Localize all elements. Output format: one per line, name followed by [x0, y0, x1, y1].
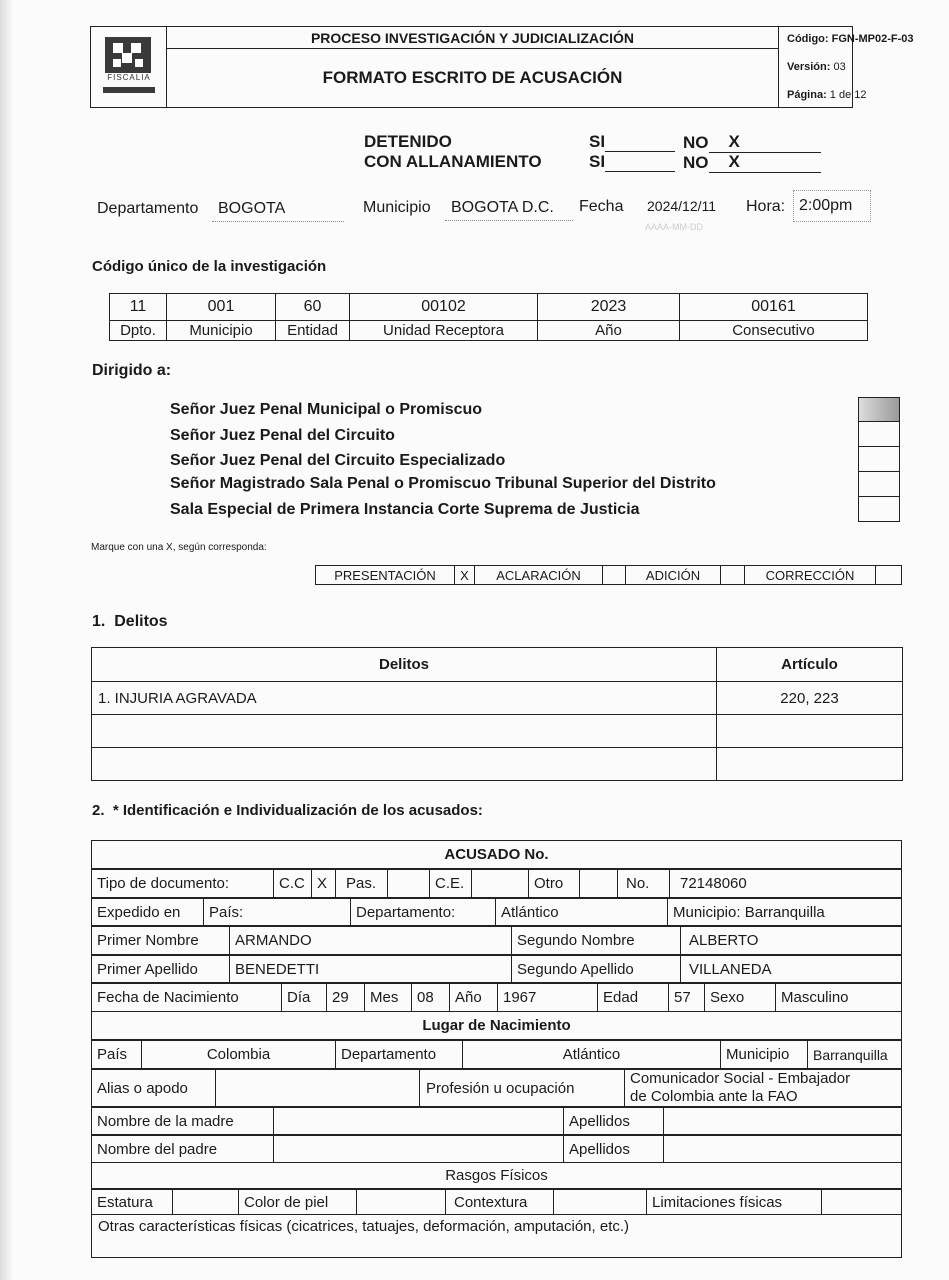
page-value: 1 de 12 [829, 89, 867, 101]
lugar-depto-label: Departamento [336, 1041, 463, 1069]
instruction-text: Marque con una X, según corresponda: [91, 542, 267, 553]
option-correccion-mark[interactable] [876, 566, 902, 585]
edad-label: Edad [598, 984, 669, 1012]
option-presentacion: PRESENTACIÓN [316, 566, 455, 585]
codigo-label-consecutivo: Consecutivo [680, 321, 868, 341]
acusados-section-title: 2. * Identificación e Individualización de los acusados: [92, 802, 483, 819]
articulo-header: Artículo [717, 648, 903, 682]
primer-nombre-value[interactable]: ARMANDO [230, 927, 512, 955]
delito-row-1: 1. INJURIA AGRAVADA [92, 682, 717, 715]
option-aclaracion-mark[interactable] [603, 566, 626, 585]
codigo-label-unidad: Unidad Receptora [350, 321, 538, 341]
alias-value[interactable] [216, 1070, 420, 1107]
pas-label: Pas. [336, 870, 388, 898]
contextura-label: Contextura [446, 1190, 554, 1215]
madre-label: Nombre de la madre [92, 1108, 274, 1135]
cc-mark[interactable]: X [312, 870, 336, 898]
recipient-2: Señor Juez Penal del Circuito [170, 427, 395, 444]
option-aclaracion: ACLARACIÓN [475, 566, 603, 585]
lugar-municipio-value[interactable]: Barranquilla [808, 1041, 902, 1069]
tipo-documento-label: Tipo de documento: [92, 870, 274, 898]
allanamiento-si: SI [589, 152, 675, 172]
codigo-municipio: 001 [167, 294, 276, 321]
madre-value[interactable] [274, 1108, 564, 1135]
fecha-label: Fecha [579, 198, 624, 215]
detenido-no: NO X [683, 132, 821, 153]
codigo-dpto: 11 [110, 294, 167, 321]
departamento-exp-value[interactable]: Atlántico [496, 899, 668, 926]
estatura-value[interactable] [173, 1190, 239, 1215]
nombres-row [91, 926, 902, 955]
departamento-label: Departamento [97, 200, 199, 217]
detenido-si: SI [589, 132, 675, 152]
lugar-depto-value[interactable]: Atlántico [463, 1041, 721, 1069]
delitos-table [91, 647, 903, 781]
lugar-pais-label: País [92, 1041, 142, 1069]
anio-value[interactable]: 1967 [498, 984, 598, 1012]
expedido-label: Expedido en [92, 899, 204, 926]
departamento-field[interactable]: BOGOTA [212, 198, 344, 222]
codigo-entidad: 60 [276, 294, 350, 321]
tipo-escrito-table [315, 565, 902, 585]
detenido-no-mark: X [709, 132, 821, 153]
madre-apellidos-value[interactable] [664, 1108, 902, 1135]
fecha-hint: AAAA-MM-DD [645, 222, 703, 232]
page-label: Página: [787, 89, 827, 101]
codigo-anio: 2023 [538, 294, 680, 321]
form-title: FORMATO ESCRITO DE ACUSACIÓN [322, 68, 623, 87]
articulo-row-1: 220, 223 [717, 682, 903, 715]
delitos-header: Delitos [92, 648, 717, 682]
option-adicion-mark[interactable] [721, 566, 745, 585]
anio-label: Año [450, 984, 498, 1012]
ce-label: C.E. [430, 870, 472, 898]
pais-label: País: [204, 899, 351, 926]
option-presentacion-mark[interactable]: X [455, 566, 475, 585]
recipient-checkbox-5[interactable] [858, 497, 900, 522]
delito-row-3 [92, 748, 717, 781]
pas-mark[interactable] [388, 870, 430, 898]
version-label: Versión: [787, 61, 831, 73]
profesion-label: Profesión u ocupación [420, 1070, 625, 1107]
edad-value[interactable]: 57 [669, 984, 705, 1012]
delito-row-2 [92, 715, 717, 748]
lugar-pais-value[interactable]: Colombia [142, 1041, 336, 1069]
padre-apellidos-value[interactable] [664, 1136, 902, 1163]
header-meta [779, 27, 914, 107]
departamento-exp-label: Departamento: [351, 899, 496, 926]
primer-apellido-label: Primer Apellido [92, 956, 230, 983]
padre-value[interactable] [274, 1136, 564, 1163]
limitaciones-label: Limitaciones físicas [647, 1190, 822, 1215]
codigo-title: Código único de la investigación [92, 258, 327, 275]
form-code: Código: FGN-MP02-F-03 [787, 33, 914, 45]
alias-profesion-row [91, 1069, 902, 1107]
page-shadow [0, 0, 14, 1280]
articulo-row-3 [717, 748, 903, 781]
recipient-checkbox-4[interactable] [858, 472, 900, 497]
codigo-label-anio: Año [538, 321, 680, 341]
codigo-label-entidad: Entidad [276, 321, 350, 341]
madre-apellidos-label: Apellidos [564, 1108, 664, 1135]
otro-label: Otro [529, 870, 580, 898]
primer-apellido-value[interactable]: BENEDETTI [230, 956, 512, 983]
lugar-municipio-label: Municipio [721, 1041, 808, 1069]
option-adicion: ADICIÓN [626, 566, 721, 585]
profesion-value[interactable] [625, 1070, 902, 1107]
lugar-nacimiento-title: Lugar de Nacimiento [92, 1012, 901, 1040]
recipient-checkbox-1[interactable] [858, 397, 900, 422]
ce-mark[interactable] [472, 870, 529, 898]
form-header [90, 26, 914, 108]
mes-value[interactable]: 08 [412, 984, 450, 1012]
recipient-1: Señor Juez Penal Municipal o Promiscuo [170, 401, 483, 418]
acusado-title: ACUSADO No. [92, 841, 901, 869]
acusado-form [91, 840, 902, 1258]
segundo-apellido-label: Segundo Apellido [512, 956, 681, 983]
primer-nombre-label: Primer Nombre [92, 927, 230, 955]
municipio-exp[interactable]: Municipio: Barranquilla [668, 899, 902, 926]
hora-field[interactable]: 2:00pm [793, 190, 871, 222]
allanamiento-no-mark: X [709, 152, 821, 173]
allanamiento-no: NO X [683, 152, 821, 173]
allanamiento-label: CON ALLANAMIENTO [364, 152, 542, 171]
rasgos-fisicos-title: Rasgos Físicos [92, 1163, 901, 1189]
recipient-checkbox-3[interactable] [858, 447, 900, 472]
municipio-label: Municipio [363, 199, 431, 216]
header-title-block [167, 27, 779, 107]
fecha-nacimiento-label: Fecha de Nacimiento [92, 984, 282, 1012]
codigo-label-municipio: Municipio [167, 321, 276, 341]
dia-label: Día [282, 984, 327, 1012]
municipio-field[interactable]: BOGOTA D.C. [445, 197, 573, 221]
recipient-5: Sala Especial de Primera Instancia Corte Suprema de Justicia [170, 501, 640, 518]
segundo-nombre-label: Segundo Nombre [512, 927, 681, 955]
color-piel-value[interactable] [357, 1190, 446, 1215]
tipo-documento-row [91, 869, 902, 898]
sexo-value[interactable]: Masculino [776, 984, 902, 1012]
dia-value[interactable]: 29 [327, 984, 365, 1012]
limitaciones-value[interactable] [822, 1190, 902, 1215]
lugar-nacimiento-row [91, 1040, 902, 1069]
cc-label: C.C [274, 870, 312, 898]
alias-label: Alias o apodo [92, 1070, 216, 1107]
recipient-checkbox-2[interactable] [858, 422, 900, 447]
mes-label: Mes [365, 984, 412, 1012]
recipient-4: Señor Magistrado Sala Penal o Promiscuo Tribunal Superior del Distrito [170, 475, 716, 492]
expedido-row [91, 898, 902, 926]
padre-row [91, 1135, 902, 1163]
madre-row [91, 1107, 902, 1135]
fecha-nacimiento-row [91, 983, 902, 1012]
fecha-field[interactable]: 2024/12/11 [647, 198, 717, 214]
recipient-checkboxes [858, 397, 900, 522]
recipient-3: Señor Juez Penal del Circuito Especializado [170, 452, 506, 469]
option-correccion: CORRECCIÓN [745, 566, 876, 585]
otro-mark[interactable] [580, 870, 618, 898]
delitos-section-title: 1. Delitos [92, 613, 168, 630]
fiscalia-seal-icon [91, 27, 167, 107]
articulo-row-2 [717, 715, 903, 748]
segundo-apellido-value[interactable]: VILLANEDA [681, 956, 902, 983]
profesion-line-2: de Colombia ante la FAO [630, 1088, 798, 1105]
version-value: 03 [833, 61, 846, 73]
process-title: PROCESO INVESTIGACIÓN Y JUDICIALIZACIÓN [167, 27, 778, 49]
fiscalia-logo [91, 27, 167, 107]
dirigido-title: Dirigido a: [92, 362, 172, 379]
codigo-unidad: 00102 [350, 294, 538, 321]
logo-text: FISCALIA [107, 73, 151, 82]
rasgos-row [91, 1189, 902, 1215]
no-label: No. [618, 870, 670, 898]
segundo-nombre-value[interactable]: ALBERTO [681, 927, 902, 955]
color-piel-label: Color de piel [239, 1190, 357, 1215]
hora-label: Hora: [746, 198, 786, 215]
estatura-label: Estatura [92, 1190, 173, 1215]
sexo-label: Sexo [705, 984, 776, 1012]
codigo-consecutivo: 00161 [680, 294, 868, 321]
padre-apellidos-label: Apellidos [564, 1136, 664, 1163]
codigo-table [109, 293, 868, 341]
documento-numero[interactable]: 72148060 [670, 870, 902, 898]
detenido-label: DETENIDO [364, 132, 452, 151]
otras-caracteristicas-label: Otras características físicas (cicatrices, tatuajes, deformación, amputación, etc.) [98, 1218, 630, 1235]
codigo-label-dpto: Dpto. [110, 321, 167, 341]
contextura-value[interactable] [554, 1190, 647, 1215]
profesion-line-1: Comunicador Social - Embajador [630, 1070, 851, 1087]
padre-label: Nombre del padre [92, 1136, 274, 1163]
apellidos-row [91, 955, 902, 983]
